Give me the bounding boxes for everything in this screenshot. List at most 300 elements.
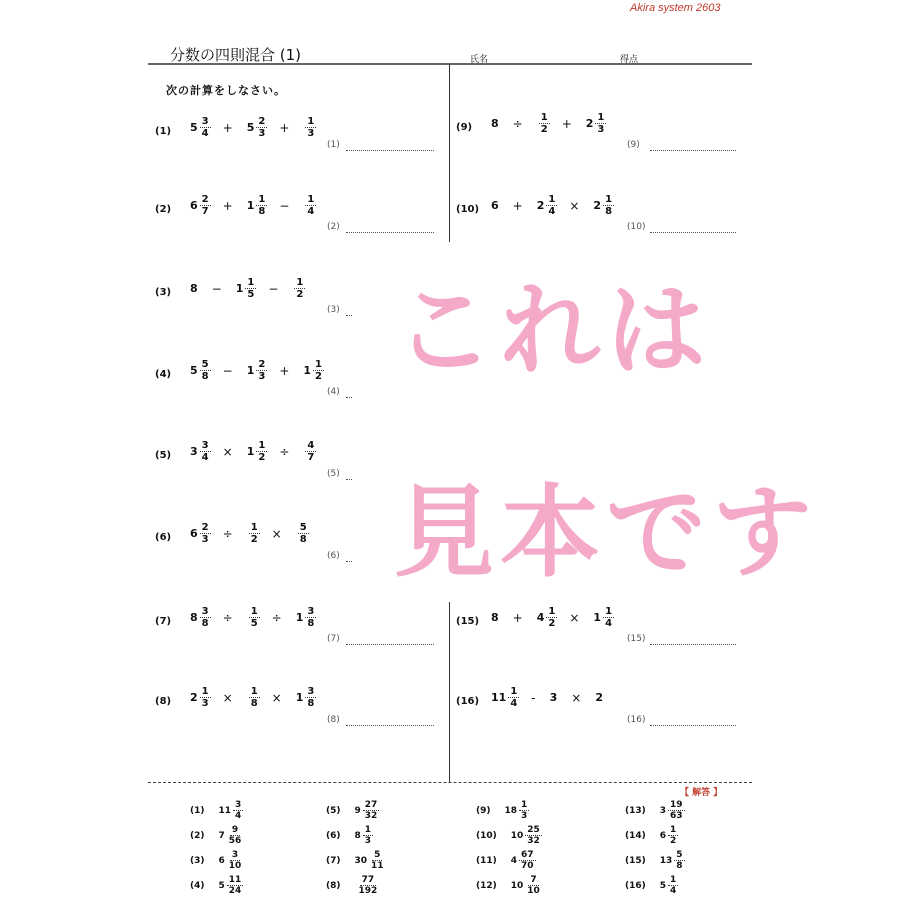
answer-denominator: 2 [670, 836, 677, 846]
answer-item [190, 850, 243, 871]
answer-numerator: 77 [361, 875, 375, 885]
answer-item [326, 800, 379, 821]
answer-fraction [674, 850, 684, 871]
answer-number: (8) [326, 880, 341, 891]
answer-denominator: 11 [371, 861, 384, 871]
answer-label: (4) [327, 387, 340, 397]
name-label: 氏名 [470, 55, 489, 65]
mixed-number [491, 686, 519, 709]
answer-fraction [668, 800, 685, 821]
answer-whole: 11 [218, 805, 232, 816]
answer-label: (3) [327, 305, 340, 315]
answer-number: (14) [625, 830, 646, 841]
mixed-number [247, 359, 268, 382]
denominator: 3 [201, 698, 209, 709]
answer-number: (10) [476, 830, 497, 841]
denominator: 8 [307, 698, 315, 709]
numerator: 5 [299, 522, 307, 533]
answer-item [625, 850, 685, 871]
fraction [200, 440, 211, 463]
fraction [603, 194, 614, 217]
fraction [595, 112, 606, 135]
mixed-number [190, 194, 211, 217]
answer-numerator: 25 [527, 825, 540, 835]
problem-number: (9) [456, 122, 473, 133]
operator: + [512, 198, 523, 213]
numerator: 2 [258, 116, 266, 127]
mixed-number [537, 606, 558, 629]
answer-whole: 13 [659, 855, 673, 866]
answer-label: (15) [627, 634, 646, 644]
answer-number: (9) [476, 805, 491, 816]
operator: × [222, 444, 233, 459]
answer-denominator: 56 [228, 836, 242, 846]
worksheet-title: 分数の四則混合 (1) [170, 46, 302, 64]
fraction [546, 606, 557, 629]
mixed-number [586, 112, 607, 135]
answer-fraction [227, 850, 244, 871]
answer-item [476, 875, 542, 896]
numerator: 5 [201, 359, 209, 370]
whole-part: 6 [491, 199, 499, 212]
whole-part: 8 [190, 282, 198, 295]
answer-label: (1) [327, 140, 340, 150]
fraction [200, 686, 211, 709]
mixed-number [550, 691, 560, 704]
problem-number: (6) [155, 532, 172, 543]
answer-item [625, 825, 678, 846]
answer-item [326, 850, 386, 871]
denominator: 4 [201, 128, 209, 139]
problem-number: (15) [456, 616, 480, 627]
mixed-number [247, 440, 268, 463]
problem-number: (5) [155, 450, 172, 461]
operator: ÷ [279, 444, 290, 459]
mixed-number [247, 686, 260, 709]
mixed-number [595, 691, 605, 704]
numerator: 2 [201, 522, 209, 533]
whole-part: 1 [235, 282, 244, 295]
answer-whole: 8 [354, 830, 361, 841]
answer-numerator: 1 [670, 875, 677, 885]
answer-item [476, 800, 529, 821]
numerator: 1 [307, 194, 315, 205]
column-divider-top [449, 64, 450, 242]
denominator: 8 [605, 206, 613, 217]
operator: × [571, 690, 582, 705]
fraction [539, 112, 550, 135]
denominator: 2 [296, 289, 304, 300]
denominator: 2 [548, 618, 556, 629]
answer-denominator: 3 [521, 811, 528, 821]
answer-fraction [233, 800, 243, 821]
fraction [256, 116, 267, 139]
answer-number: (11) [476, 855, 497, 866]
answer-item [625, 800, 685, 821]
denominator: 3 [258, 128, 266, 139]
operator: − [268, 281, 279, 296]
denominator: 2 [540, 124, 548, 135]
answer-label: (6) [327, 551, 340, 561]
fraction [200, 359, 211, 382]
whole-part: 2 [536, 199, 545, 212]
answer-field[interactable] [650, 644, 736, 645]
answer-whole: 10 [510, 830, 524, 841]
numerator: 1 [605, 606, 613, 617]
whole-part: 6 [190, 199, 198, 212]
operator: × [271, 526, 282, 541]
numerator: 1 [250, 686, 258, 697]
mixed-number [247, 194, 268, 217]
denominator: 2 [258, 452, 266, 463]
answer-fraction [525, 825, 542, 846]
mixed-number [593, 194, 614, 217]
answer-separator [148, 782, 752, 783]
numerator: 1 [247, 277, 255, 288]
numerator: 3 [201, 116, 209, 127]
answer-number: (15) [625, 855, 646, 866]
fraction [200, 606, 211, 629]
answer-whole: 30 [354, 855, 368, 866]
numerator: 3 [201, 440, 209, 451]
instructions: 次の計算をしなさい。 [166, 84, 286, 97]
mixed-number [491, 611, 501, 624]
problem-expression [491, 194, 622, 217]
answer-fraction [363, 800, 380, 821]
whole-part: 1 [295, 611, 304, 624]
answer-denominator: 70 [521, 861, 534, 871]
mixed-number [190, 116, 211, 139]
numerator: 2 [258, 359, 266, 370]
answer-field[interactable] [650, 725, 736, 726]
problem-expression [190, 522, 317, 545]
column-divider-bottom [449, 602, 450, 782]
whole-part: 3 [549, 691, 558, 704]
mixed-number [190, 359, 211, 382]
denominator: 8 [201, 371, 209, 382]
whole-part: 8 [190, 611, 198, 624]
numerator: 1 [296, 277, 304, 288]
fraction [305, 116, 316, 139]
answer-item [190, 875, 243, 896]
mixed-number [190, 606, 211, 629]
whole-part: 1 [303, 364, 312, 377]
whole-part: 8 [491, 117, 499, 130]
fraction [305, 686, 316, 709]
answer-label: (5) [327, 469, 340, 479]
problem-number: (16) [456, 696, 480, 707]
numerator: 3 [201, 606, 209, 617]
answer-whole: 10 [510, 880, 524, 891]
fraction [249, 606, 260, 629]
answer-whole: 18 [504, 805, 518, 816]
denominator: 7 [307, 452, 315, 463]
operator: × [271, 690, 282, 705]
operator: × [569, 610, 580, 625]
brand-label: Akira system 2603 [630, 2, 721, 14]
answer-item [476, 825, 542, 846]
whole-part: 5 [190, 364, 198, 377]
whole-part: 11 [491, 691, 507, 704]
numerator: 1 [201, 686, 209, 697]
answer-whole: 5 [659, 880, 667, 891]
mixed-number [303, 440, 316, 463]
answer-fraction [227, 875, 244, 896]
fraction [245, 277, 256, 300]
answer-numerator: 27 [364, 800, 378, 810]
answer-number: (6) [326, 830, 341, 841]
score-label: 得点 [620, 55, 639, 65]
answer-fraction [668, 875, 678, 896]
denominator: 8 [250, 698, 258, 709]
operator: − [279, 198, 290, 213]
fraction [313, 359, 324, 382]
mixed-number [292, 277, 305, 300]
fraction [200, 194, 211, 217]
numerator: 1 [548, 194, 556, 205]
answer-number: (1) [190, 805, 205, 816]
mixed-number [190, 686, 211, 709]
answer-label: (9) [627, 140, 640, 150]
fraction [200, 116, 211, 139]
answer-whole: 7 [218, 830, 225, 841]
fraction [298, 522, 309, 545]
answer-numerator: 9 [231, 825, 239, 835]
answer-field[interactable] [346, 315, 352, 316]
answer-field[interactable] [346, 232, 434, 233]
fraction [249, 522, 260, 545]
numerator: 1 [540, 112, 548, 123]
problem-expression [190, 606, 324, 629]
whole-part: 2 [593, 199, 602, 212]
answer-numerator: 5 [676, 850, 683, 860]
whole-part: 2 [585, 117, 594, 130]
denominator: 8 [258, 206, 266, 217]
numerator: 1 [315, 359, 322, 370]
mixed-number [190, 282, 200, 295]
denominator: 3 [597, 124, 605, 135]
whole-part: 1 [246, 364, 255, 377]
mixed-number [296, 686, 317, 709]
mixed-number [190, 522, 211, 545]
operator: + [561, 116, 572, 131]
answer-denominator: 63 [670, 811, 683, 821]
answer-denominator: 4 [235, 811, 242, 821]
answer-field[interactable] [650, 232, 736, 233]
answer-field[interactable] [346, 725, 434, 726]
answer-item [476, 850, 536, 871]
numerator: 1 [250, 606, 258, 617]
mixed-number [593, 606, 614, 629]
fraction [305, 606, 316, 629]
sample-watermark-line2: 見本です [394, 474, 818, 591]
problem-number: (7) [155, 616, 172, 627]
answer-fraction [519, 800, 529, 821]
problem-number: (2) [155, 204, 172, 215]
answer-numerator: 5 [374, 850, 381, 860]
problem-number: (4) [155, 369, 172, 380]
problem-number: (8) [155, 696, 172, 707]
operator: + [279, 120, 290, 135]
answer-field[interactable] [346, 397, 352, 398]
answer-field[interactable] [346, 644, 434, 645]
whole-part: 4 [536, 611, 545, 624]
operator: × [569, 198, 580, 213]
denominator: 7 [201, 206, 209, 217]
operator: ÷ [222, 526, 233, 541]
numerator: 1 [250, 522, 258, 533]
answer-number: (12) [476, 880, 497, 891]
answer-number: (16) [625, 880, 646, 891]
sample-watermark-line1: これは [394, 272, 712, 389]
answer-denominator: 24 [228, 886, 242, 896]
denominator: 8 [307, 618, 315, 629]
answer-label: (2) [327, 222, 340, 232]
whole-part: 1 [246, 445, 255, 458]
numerator: 3 [307, 686, 315, 697]
mixed-number [296, 522, 309, 545]
answer-field[interactable] [346, 561, 352, 562]
operator: × [222, 690, 233, 705]
answer-denominator: 3 [364, 836, 372, 846]
fraction [546, 194, 557, 217]
answer-number: (5) [326, 805, 341, 816]
whole-part: 2 [190, 691, 198, 704]
denominator: 4 [510, 698, 518, 709]
numerator: 4 [307, 440, 315, 451]
operator: + [222, 120, 233, 135]
answer-label: (7) [327, 634, 340, 644]
mixed-number [537, 112, 550, 135]
denominator: 4 [605, 618, 613, 629]
answer-fraction [357, 875, 380, 896]
whole-part: 2 [595, 691, 603, 704]
answer-field[interactable] [346, 479, 352, 480]
header-rule [148, 63, 752, 65]
numerator: 1 [258, 194, 266, 205]
answer-denominator: 32 [527, 836, 540, 846]
mixed-number [303, 116, 316, 139]
mixed-number [303, 194, 316, 217]
answer-label: (10) [627, 222, 646, 232]
fraction [508, 686, 519, 709]
problem-number: (10) [456, 204, 480, 215]
answer-numerator: 3 [231, 850, 239, 860]
operator: ÷ [271, 610, 282, 625]
answer-whole: 9 [354, 805, 361, 816]
answer-item [326, 875, 379, 896]
answer-denominator: 32 [364, 811, 378, 821]
answer-denominator: 10 [527, 886, 540, 896]
problem-expression [190, 194, 324, 217]
problem-expression [491, 112, 614, 135]
mixed-number [491, 199, 501, 212]
fraction [256, 359, 267, 382]
mixed-number [247, 522, 260, 545]
whole-part: 6 [190, 527, 198, 540]
mixed-number [303, 359, 324, 382]
answer-whole: 5 [218, 880, 225, 891]
fraction [305, 440, 316, 463]
answer-item [190, 800, 243, 821]
answer-denominator: 8 [676, 861, 683, 871]
whole-part: 5 [190, 121, 198, 134]
answer-field[interactable] [346, 150, 434, 151]
answer-heading: 【 解答 】 [680, 788, 723, 798]
mixed-number [190, 440, 211, 463]
answer-item [326, 825, 373, 846]
fraction [256, 440, 267, 463]
answer-fraction [227, 825, 244, 846]
denominator: 2 [250, 534, 258, 545]
denominator: 3 [258, 371, 266, 382]
fraction [200, 522, 211, 545]
mixed-number [296, 606, 317, 629]
denominator: 8 [299, 534, 307, 545]
problem-number: (3) [155, 287, 172, 298]
denominator: 4 [201, 452, 209, 463]
whole-part: 1 [295, 691, 304, 704]
problem-expression [491, 686, 613, 709]
problem-expression [190, 686, 324, 709]
denominator: 4 [307, 206, 315, 217]
denominator: 8 [201, 618, 209, 629]
answer-numerator: 67 [521, 850, 534, 860]
whole-part: 1 [593, 611, 602, 624]
answer-number: (7) [326, 855, 341, 866]
numerator: 1 [605, 194, 613, 205]
mixed-number [491, 117, 501, 130]
answer-numerator: 11 [228, 875, 242, 885]
operator: − [222, 363, 233, 378]
mixed-number [236, 277, 257, 300]
answer-fraction [519, 850, 536, 871]
answer-number: (13) [625, 805, 646, 816]
mixed-number [247, 116, 268, 139]
problem-expression [190, 116, 324, 139]
whole-part: 3 [190, 445, 198, 458]
problem-expression [190, 359, 332, 382]
denominator: 3 [307, 128, 315, 139]
answer-numerator: 7 [530, 875, 537, 885]
fraction [305, 194, 316, 217]
answer-whole: 6 [218, 855, 225, 866]
answer-fraction [525, 875, 542, 896]
answer-item [190, 825, 243, 846]
answer-numerator: 3 [235, 800, 242, 810]
operator: - [531, 690, 536, 705]
whole-part: 5 [246, 121, 255, 134]
answer-item [625, 875, 678, 896]
operator: + [512, 610, 523, 625]
answer-numerator: 19 [670, 800, 683, 810]
answer-fraction [668, 825, 678, 846]
numerator: 1 [258, 440, 266, 451]
answer-whole: 6 [659, 830, 667, 841]
denominator: 2 [315, 371, 322, 382]
problem-expression [190, 440, 324, 463]
numerator: 1 [307, 116, 315, 127]
numerator: 3 [307, 606, 315, 617]
numerator: 1 [597, 112, 605, 123]
problem-expression [491, 606, 622, 629]
answer-denominator: 4 [670, 886, 677, 896]
answer-field[interactable] [650, 150, 736, 151]
answer-denominator: 192 [358, 886, 378, 896]
answer-label: (8) [327, 715, 340, 725]
answer-number: (4) [190, 880, 205, 891]
fraction [294, 277, 305, 300]
